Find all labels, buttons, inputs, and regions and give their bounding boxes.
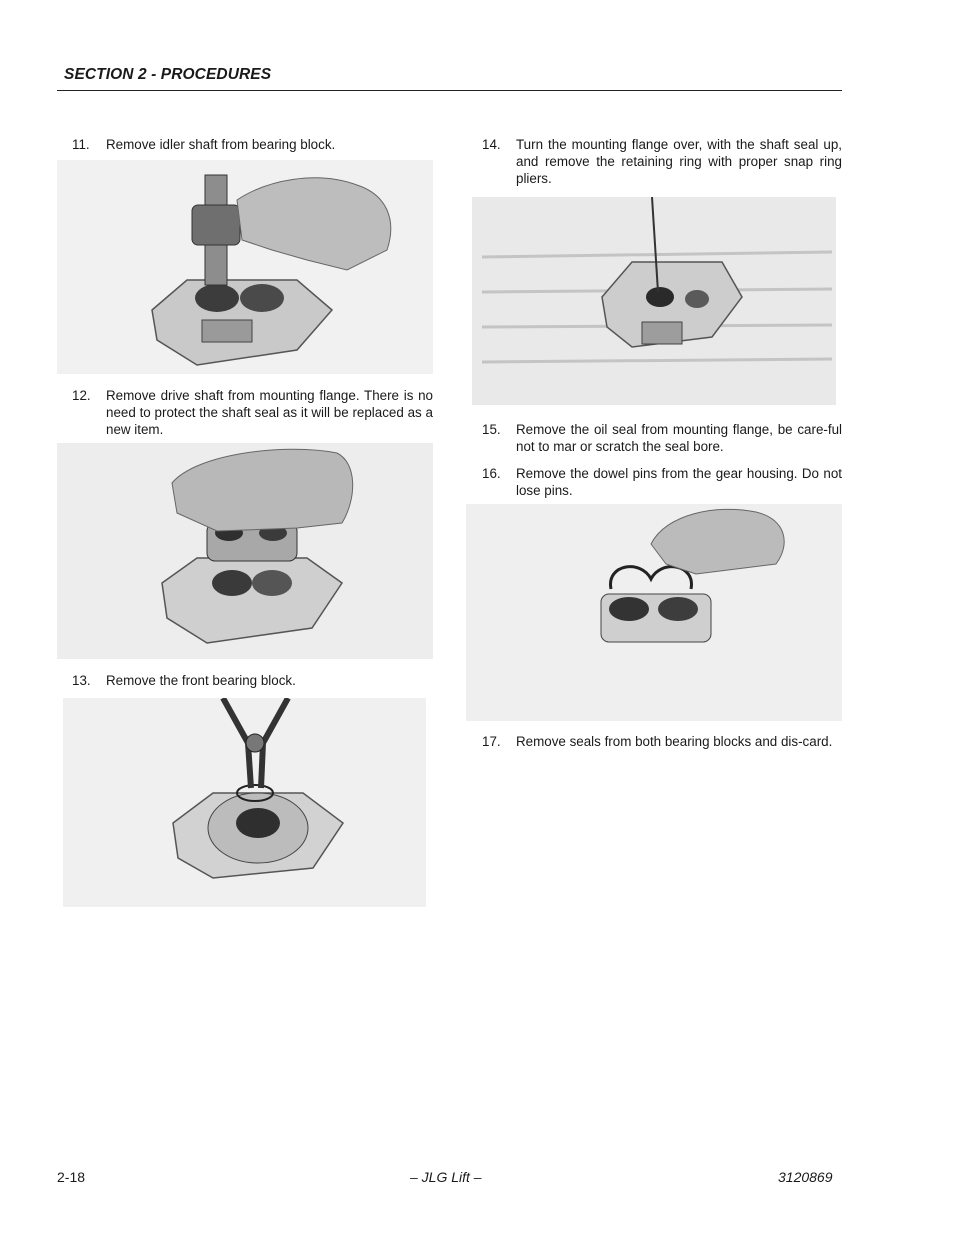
- step-text: Remove idler shaft from bearing block.: [106, 137, 336, 152]
- step-number: 14.: [482, 137, 501, 152]
- photo-illustration: [466, 504, 842, 721]
- footer-center-title: – JLG Lift –: [410, 1169, 482, 1185]
- step-number: 12.: [72, 388, 91, 403]
- step-text: Turn the mounting flange over, with the shaft seal up, and remove the retaining ring with proper snap ring pliers.: [516, 137, 842, 186]
- page-number: 2-18: [57, 1169, 86, 1185]
- step-14: [482, 136, 842, 187]
- photo-idler-shaft-removal: [57, 160, 433, 374]
- photo-dowel-pins-removal: [466, 504, 842, 721]
- photo-drive-shaft-removal: [57, 443, 433, 659]
- photo-retaining-ring-removal: [472, 197, 836, 405]
- step-17: [482, 733, 842, 767]
- photo-front-bearing-block: [63, 698, 426, 907]
- document-number: 3120869: [778, 1169, 833, 1185]
- step-number: 16.: [482, 466, 501, 481]
- step-11: [72, 136, 433, 153]
- step-number: 15.: [482, 422, 501, 437]
- photo-illustration: [63, 698, 426, 907]
- step-text: Remove the front bearing block.: [106, 673, 296, 688]
- section-title: SECTION 2 - PROCEDURES: [64, 66, 272, 83]
- step-text: Remove drive shaft from mounting flange. There is no need to protect the shaft seal as it will be replaced as a new item.: [106, 388, 433, 437]
- step-text: Remove seals from both bearing blocks and dis-card.: [516, 734, 833, 749]
- section-header: [57, 64, 842, 91]
- photo-illustration: [472, 197, 836, 405]
- step-16: [482, 465, 842, 499]
- step-13: [72, 672, 433, 689]
- step-number: 13.: [72, 673, 91, 688]
- step-number: 11.: [72, 137, 90, 152]
- step-12: [72, 387, 433, 438]
- step-text: Remove the oil seal from mounting flange, be care-ful not to mar or scratch the seal bore.: [516, 422, 842, 454]
- photo-illustration: [57, 443, 433, 659]
- photo-illustration: [57, 160, 433, 374]
- step-15: [482, 421, 842, 455]
- step-number: 17.: [482, 734, 501, 749]
- step-text: Remove the dowel pins from the gear housing. Do not lose pins.: [516, 466, 842, 498]
